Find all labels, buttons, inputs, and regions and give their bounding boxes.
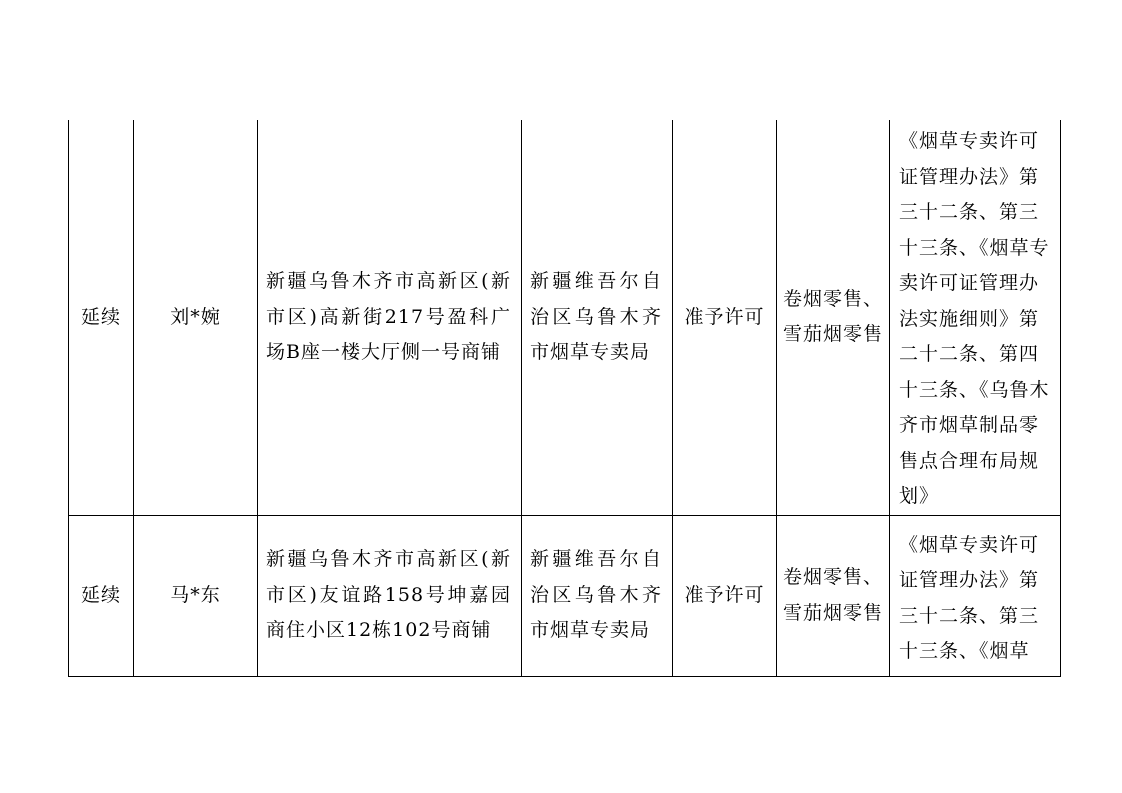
license-table bbox=[68, 120, 1061, 677]
table-row bbox=[69, 515, 1061, 676]
business-scope-cell: 卷烟零售、雪茄烟零售 bbox=[777, 515, 890, 676]
license-type-cell: 延续 bbox=[69, 515, 134, 676]
legal-basis-cell: 《烟草专卖许可证管理办法》第三十二条、第三十三条、《烟草专卖许可证管理办法实施细则》第二十二条、第四十三条、《乌鲁木齐市烟草制品零售点合理布局规划》 bbox=[890, 120, 1061, 515]
business-scope-cell: 卷烟零售、雪茄烟零售 bbox=[777, 120, 890, 515]
legal-basis-cell: 《烟草专卖许可证管理办法》第三十二条、第三十三条、《烟草 bbox=[890, 515, 1061, 676]
issuing-authority-cell: 新疆维吾尔自治区乌鲁木齐市烟草专卖局 bbox=[522, 515, 673, 676]
business-address-cell: 新疆乌鲁木齐市高新区(新市区)友谊路158号坤嘉园商住小区12栋102号商铺 bbox=[258, 515, 522, 676]
issuing-authority-cell: 新疆维吾尔自治区乌鲁木齐市烟草专卖局 bbox=[522, 120, 673, 515]
business-address-cell: 新疆乌鲁木齐市高新区(新市区)高新街217号盈科广场B座一楼大厅侧一号商铺 bbox=[258, 120, 522, 515]
applicant-name-cell: 马*东 bbox=[134, 515, 258, 676]
applicant-name-cell: 刘*婉 bbox=[134, 120, 258, 515]
table-row bbox=[69, 120, 1061, 515]
decision-cell: 准予许可 bbox=[673, 515, 777, 676]
decision-cell: 准予许可 bbox=[673, 120, 777, 515]
license-type-cell: 延续 bbox=[69, 120, 134, 515]
